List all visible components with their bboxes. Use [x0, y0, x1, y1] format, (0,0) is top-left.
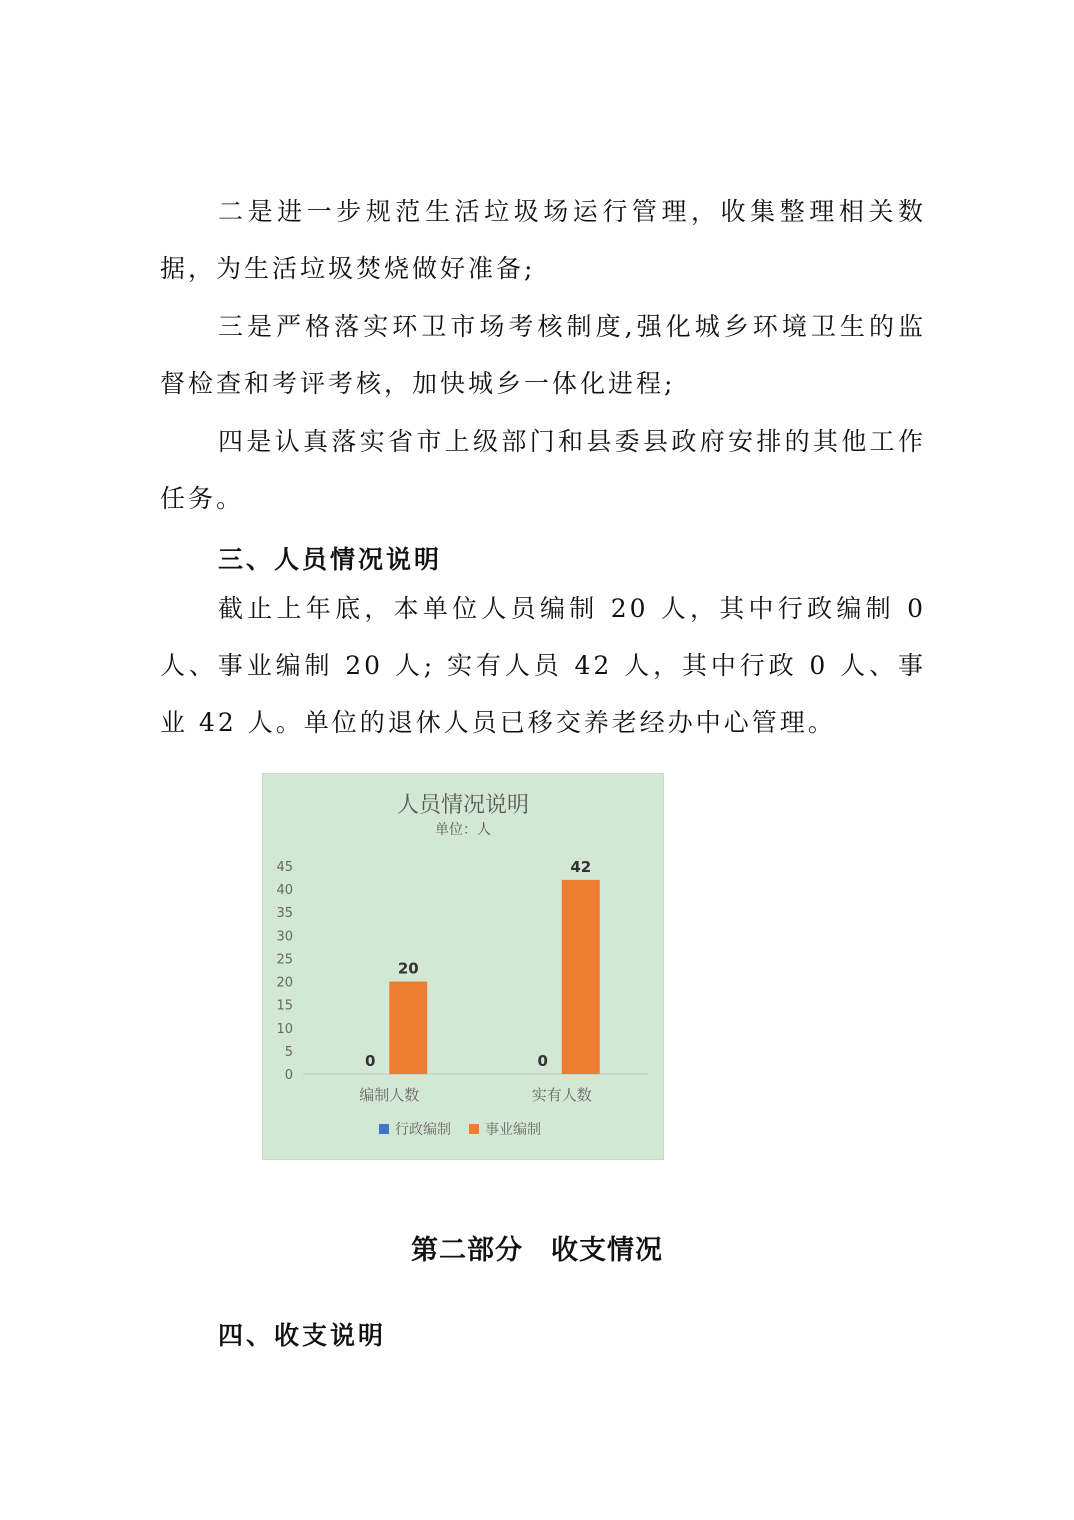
y-tick-label: 35	[276, 906, 293, 922]
legend-swatch	[469, 1124, 479, 1134]
paragraph-landfill: 二是进一步规范生活垃圾场运行管理，收集整理相关数据，为生活垃圾焚烧做好准备;	[160, 197, 926, 283]
x-category-label: 实有人数	[531, 1086, 592, 1104]
section-heading-personnel: 三、人员情况说明	[218, 545, 443, 574]
y-tick-label: 15	[276, 998, 293, 1014]
chart-bars	[365, 858, 600, 1074]
y-tick-label: 25	[276, 952, 293, 968]
part-title-income-expenditure: 第二部分 收支情况	[411, 1235, 663, 1266]
y-tick-label: 20	[276, 975, 293, 991]
section-heading-income-expenditure: 四、收支说明	[218, 1321, 387, 1350]
y-tick-label: 45	[276, 860, 293, 875]
paragraph-other-tasks: 四是认真落实省市上级部门和县委县政府安排的其他工作任务。	[160, 427, 926, 513]
y-tick-label: 30	[276, 929, 293, 945]
chart-subtitle: 单位：人	[435, 822, 491, 838]
bar-data-label: 0	[365, 1052, 376, 1070]
y-tick-label: 10	[276, 1021, 293, 1037]
y-axis-ticks	[276, 860, 293, 1083]
y-tick-label: 40	[276, 883, 293, 899]
legend-label: 事业编制	[485, 1122, 541, 1138]
chart-legend	[379, 1121, 541, 1138]
bar-institution	[389, 982, 427, 1074]
x-axis-labels	[359, 1086, 592, 1104]
bar-data-label: 20	[397, 959, 419, 978]
personnel-chart	[262, 773, 664, 1160]
bar-data-label: 0	[537, 1052, 548, 1070]
x-category-label: 编制人数	[359, 1086, 420, 1104]
paragraph-personnel: 截止上年底，本单位人员编制 20 人，其中行政编制 0 人、事业编制 20 人; 实有人员 42 人，其中行政 0 人、事业 42 人。单位的退休人员已移交养老经办中心管理。	[160, 594, 926, 737]
legend-swatch	[379, 1124, 389, 1134]
bar-data-label: 42	[570, 857, 592, 876]
y-tick-label: 0	[284, 1068, 293, 1083]
bar-institution	[562, 880, 600, 1074]
legend-label: 行政编制	[395, 1122, 451, 1138]
paragraph-sanitation: 三是严格落实环卫市场考核制度,强化城乡环境卫生的监督检查和考评考核，加快城乡一体化进程;	[160, 312, 926, 398]
personnel-chart-svg	[263, 774, 663, 1159]
y-tick-label: 5	[284, 1044, 293, 1060]
chart-title: 人员情况说明	[396, 793, 530, 818]
